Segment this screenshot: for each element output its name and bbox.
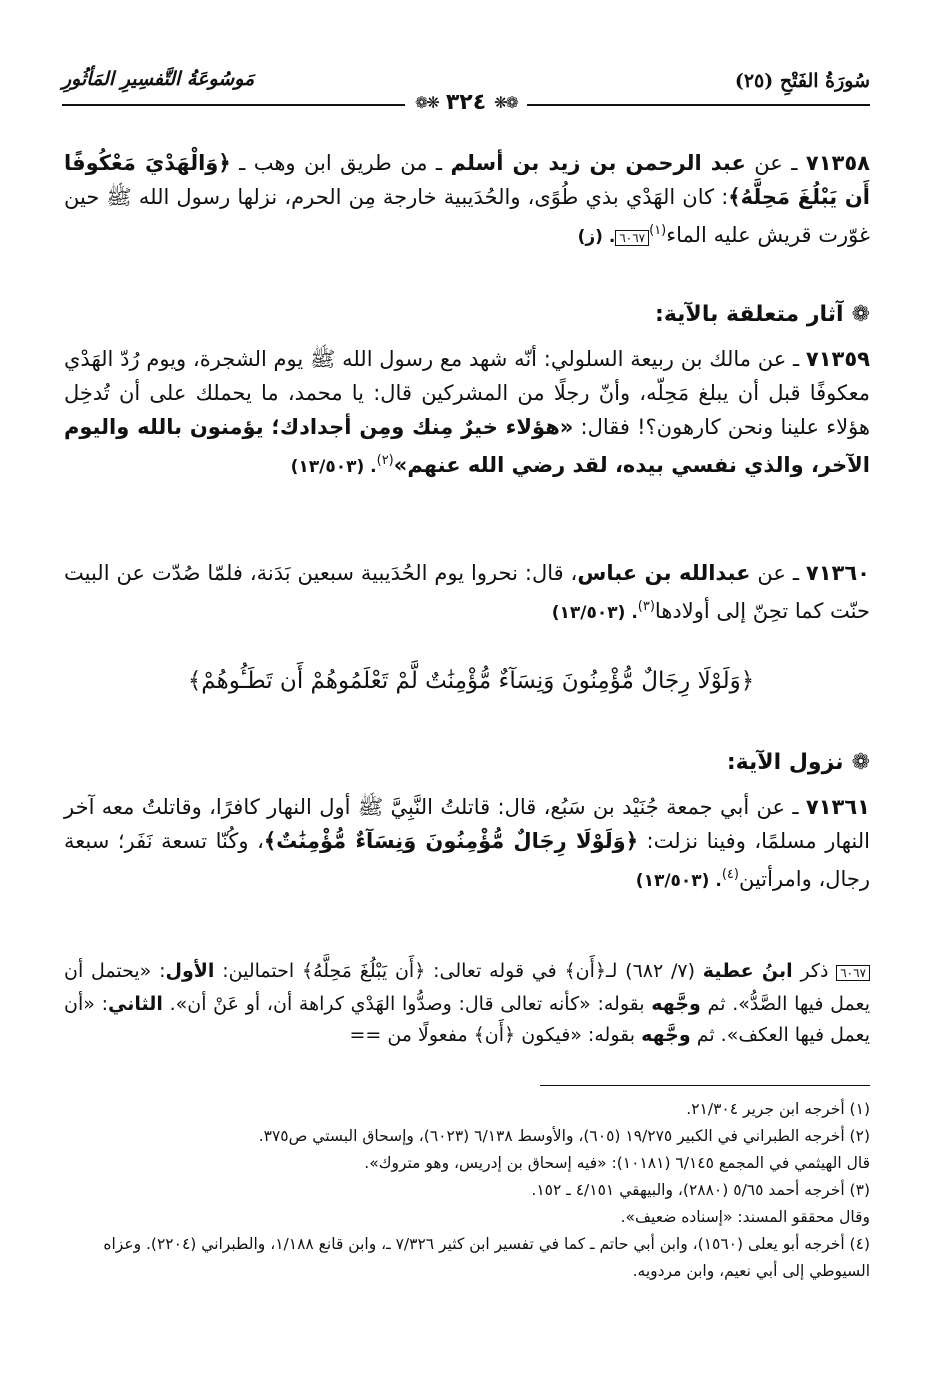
footnote-line: قال الهيثمي في المجمع ٦/١٤٥ (١٠١٨١): «فيه إسحاق بن إدريس، وهو متروك». bbox=[364, 1154, 870, 1172]
source-ref: . (ز) bbox=[577, 227, 616, 247]
entry-text: : كان الهَدْي بذي طُوًى، والحُدَيبية خارجة مِن الحرم، نزلها رسول الله ﷺ حين غوّرت قريش عليه الماء bbox=[64, 185, 870, 247]
note-text: : «يحتمل أن يعمل فيها الصَّدُّ». ثم bbox=[64, 960, 870, 1015]
note-bold: الثاني bbox=[107, 993, 163, 1015]
book-title: مَوسُوعَةُ التَّفسِيرِ المَأثُورِ bbox=[62, 68, 255, 90]
note-text: (٧/ ٦٨٢) لـ﴿أَن﴾ في قوله تعالى: ﴿أَن يَبْلُغَ مَحِلَّهُ﴾ احتمالين: bbox=[214, 960, 703, 982]
surah-title: سُورَةُ الفَتْحِ (٢٥) bbox=[734, 70, 870, 92]
section-title: آثار متعلقة بالآية: bbox=[655, 302, 844, 327]
footnote-line: (٢) أخرجه الطبراني في الكبير ١٩/٢٧٥ (٦٠٥)، والأوسط ٦/١٣٨ (٦٠٢٣)، وإسحاق البستي ص٣٧٥. bbox=[258, 1127, 870, 1145]
entry-number: ٧١٣٥٨ bbox=[805, 151, 870, 175]
footnote-line: (٣) أخرجه أحمد ٥/٦٥ (٢٨٨٠)، والبيهقي ٤/١٥١ ـ ١٥٢. bbox=[531, 1181, 870, 1199]
note-text: : «أن يعمل فيها العكف». ثم bbox=[64, 993, 870, 1046]
note-ref-box: ٦٠٦٧ bbox=[615, 230, 649, 246]
note-bold: وجَّهه bbox=[641, 1024, 691, 1046]
entry-71359 bbox=[64, 342, 870, 484]
entry-number: ٧١٣٥٩ bbox=[805, 347, 870, 371]
footnote-marker: (٤) bbox=[721, 867, 739, 882]
entry-71360 bbox=[64, 556, 870, 630]
entry-71358 bbox=[64, 146, 870, 255]
commentary-note bbox=[64, 956, 870, 1051]
note-text: بقوله: «كأنه تعالى قال: وصدُّوا الهَدْي كراهة أن، أو عَنْ أن». bbox=[162, 993, 652, 1015]
page-number-box bbox=[405, 90, 527, 115]
entry-text: ـ عن مالك بن ربيعة السلولي: أنّه شهد مع رسول الله ﷺ يوم الشجرة، ويوم رُدّ الهَدْي معكوفًا قبل أن يبلغ مَحِلّه، وأنّ رجلًا من المشركين قال: يا محمد، ما يحملك على أن تُدخِل هؤلاء علينا ونحن كارهون؟! فقال: bbox=[64, 347, 870, 439]
note-ref-box: ٦٠٦٧ bbox=[836, 965, 870, 981]
quran-quote: ﴿وَلَوْلَا رِجَالٌ مُّؤْمِنُونَ وَنِسَآءٌ مُّؤْمِنَٰتٌ﴾ bbox=[263, 829, 638, 853]
section-title: نزول الآية: bbox=[726, 750, 844, 775]
section-heading-related bbox=[655, 302, 870, 327]
note-text: بقوله: «فيكون ﴿أَن﴾ مفعولًا من == bbox=[349, 1024, 642, 1046]
ornament-left-icon: ❋❁ bbox=[415, 93, 438, 112]
footnote-marker: (٢) bbox=[376, 453, 394, 468]
narrator-name: عبد الرحمن بن زيد بن أسلم bbox=[450, 151, 746, 175]
footnote-marker: (٣) bbox=[637, 599, 655, 614]
hadith-quote: «هؤلاء خيرٌ مِنك ومِن أجدادك؛ يؤمنون بالله واليوم الآخر، والذي نفسي بيده، لقد رضي الله عنهم» bbox=[64, 415, 870, 477]
entry-text: ـ عن bbox=[745, 151, 806, 175]
entry-text: ـ عن أبي جمعة جُنَيْد بن سَبُع، قال: قاتلتُ النَّبِيَّ ﷺ أول النهار كافرًا، وقاتلتُ معه آخر النهار مسلمًا، وفينا نزلت: bbox=[64, 795, 870, 853]
entry-number: ٧١٣٦١ bbox=[805, 795, 870, 819]
entry-text: ـ من طريق ابن وهب ـ bbox=[230, 151, 451, 175]
ornament-right-icon: ❁❋ bbox=[494, 93, 517, 112]
entry-number: ٧١٣٦٠ bbox=[805, 561, 870, 585]
source-ref: . (١٣/٥٠٣) bbox=[635, 871, 722, 891]
entry-71361 bbox=[64, 790, 870, 898]
section-heading-revelation bbox=[727, 750, 870, 775]
page-header bbox=[62, 66, 870, 115]
narrator-name: عبدالله بن عباس bbox=[577, 561, 751, 585]
footnotes bbox=[64, 1096, 870, 1285]
footnote-line: (١) أخرجه ابن جرير ٢١/٣٠٤. bbox=[686, 1100, 870, 1118]
note-bold: الأول bbox=[165, 960, 215, 982]
flower-icon: ❁ bbox=[851, 302, 870, 327]
entry-text: ـ عن bbox=[750, 561, 806, 585]
entry-text: ، وكُنّا تسعة نَفَر؛ سبعة رجال، وامرأتين bbox=[64, 829, 870, 891]
footnote-line: وقال محققو المسند: «إسناده ضعيف». bbox=[620, 1208, 870, 1226]
footnote-separator bbox=[540, 1085, 870, 1086]
quran-quote: ﴿وَالْهَدْيَ مَعْكُوفًا أَن يَبْلُغَ مَحِلَّهُ﴾ bbox=[64, 151, 870, 209]
flower-icon: ❁ bbox=[851, 750, 870, 775]
ayah-heading: ﴿وَلَوْلَا رِجَالٌ مُّؤْمِنُونَ وَنِسَآءٌ مُّؤْمِنَٰتٌ لَّمْ تَعْلَمُوهُمْ أَن تَطَـُٔوهُمْ﴾ bbox=[187, 668, 755, 694]
entry-text: ، قال: نحروا يوم الحُدَيبية سبعين بَدَنة، فلمّا صُدّت عن البيت حنّت كما تحِنّ إلى أولادها bbox=[64, 561, 870, 623]
note-bold: وجَّهه bbox=[651, 993, 701, 1015]
footnote-line: (٤) أخرجه أبو يعلى (١٥٦٠)، وابن أبي حاتم ـ كما في تفسير ابن كثير ٧/٣٢٦ ـ، وابن قانع ١/١٨٨، والطبراني (٢٢٠٤). وعزاه السيوطي إلى أبي نعيم، وابن مردويه. bbox=[103, 1235, 870, 1280]
note-bold: ابنُ عطية bbox=[702, 960, 793, 982]
source-ref: . (١٣/٥٠٣) bbox=[290, 457, 377, 477]
page-number: ٣٢٤ bbox=[445, 90, 487, 115]
source-ref: . (١٣/٥٠٣) bbox=[551, 603, 638, 623]
footnote-marker: (١) bbox=[649, 223, 667, 238]
note-text: ذكر bbox=[792, 960, 837, 982]
